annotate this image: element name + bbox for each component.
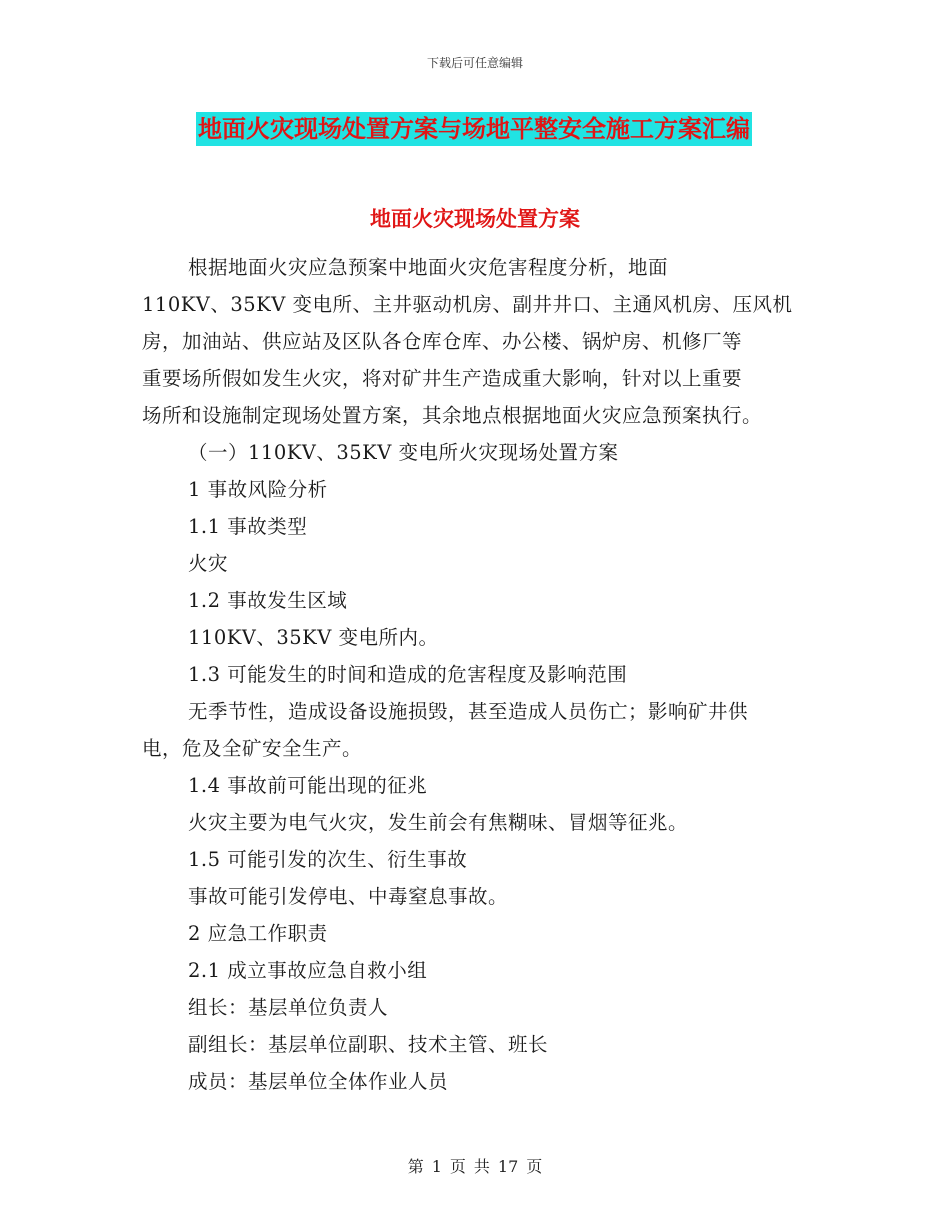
heading-line: 2.1 成立事故应急自救小组 (188, 959, 428, 982)
paragraph-line: 电，危及全矿安全生产。 (142, 737, 363, 760)
paragraph-line: 火灾 (188, 552, 229, 575)
paragraph-line: 110KV、35KV 变电所内。 (188, 626, 439, 649)
document-title: 地面火灾现场处置方案与场地平整安全施工方案汇编 (196, 112, 752, 146)
paragraph-line: 成员：基层单位全体作业人员 (188, 1070, 449, 1093)
section-title: 地面火灾现场处置方案 (370, 206, 580, 231)
header-note: 下载后可任意编辑 (426, 56, 523, 70)
paragraph-line: 事故可能引发停电、中毒窒息事故。 (188, 885, 509, 908)
subsection-heading: （一）110KV、35KV 变电所火灾现场处置方案 (188, 441, 619, 464)
page-footer (0, 1154, 950, 1177)
heading-line: 2 应急工作职责 (188, 922, 328, 945)
heading-line: 1.5 可能引发的次生、衍生事故 (188, 848, 468, 871)
paragraph-line: 根据地面火灾应急预案中地面火灾危害程度分析，地面 (188, 256, 669, 279)
paragraph-line: 重要场所假如发生火灾，将对矿井生产造成重大影响，针对以上重要 (142, 367, 743, 390)
paragraph-line: 组长：基层单位负责人 (188, 996, 389, 1019)
paragraph-line: 火灾主要为电气火灾，发生前会有焦糊味、冒烟等征兆。 (188, 811, 689, 834)
page-word: 第 (407, 1157, 424, 1176)
paragraph-line: 无季节性，造成设备设施损毁，甚至造成人员伤亡；影响矿井供 (188, 700, 749, 723)
page-number: 1 (431, 1157, 442, 1176)
heading-line: 1.2 事故发生区域 (188, 589, 348, 612)
paragraph-line: 110KV、35KV 变电所、主井驱动机房、副井井口、主通风机房、压风机 (142, 293, 793, 316)
heading-line: 1.1 事故类型 (188, 515, 308, 538)
paragraph-line: 房，加油站、供应站及区队各仓库仓库、办公楼、锅炉房、机修厂等 (142, 330, 743, 353)
heading-line: 1.4 事故前可能出现的征兆 (188, 774, 428, 797)
total-word: 共 (473, 1157, 490, 1176)
paragraph-line: 副组长：基层单位副职、技术主管、班长 (188, 1033, 549, 1056)
page-unit: 页 (449, 1157, 466, 1176)
paragraph-line: 场所和设施制定现场处置方案，其余地点根据地面火灾应急预案执行。 (142, 404, 763, 427)
heading-line: 1.3 可能发生的时间和造成的危害程度及影响范围 (188, 663, 628, 686)
heading-line: 1 事故风险分析 (188, 478, 328, 501)
total-pages: 17 (497, 1157, 519, 1176)
total-unit: 页 (526, 1157, 543, 1176)
